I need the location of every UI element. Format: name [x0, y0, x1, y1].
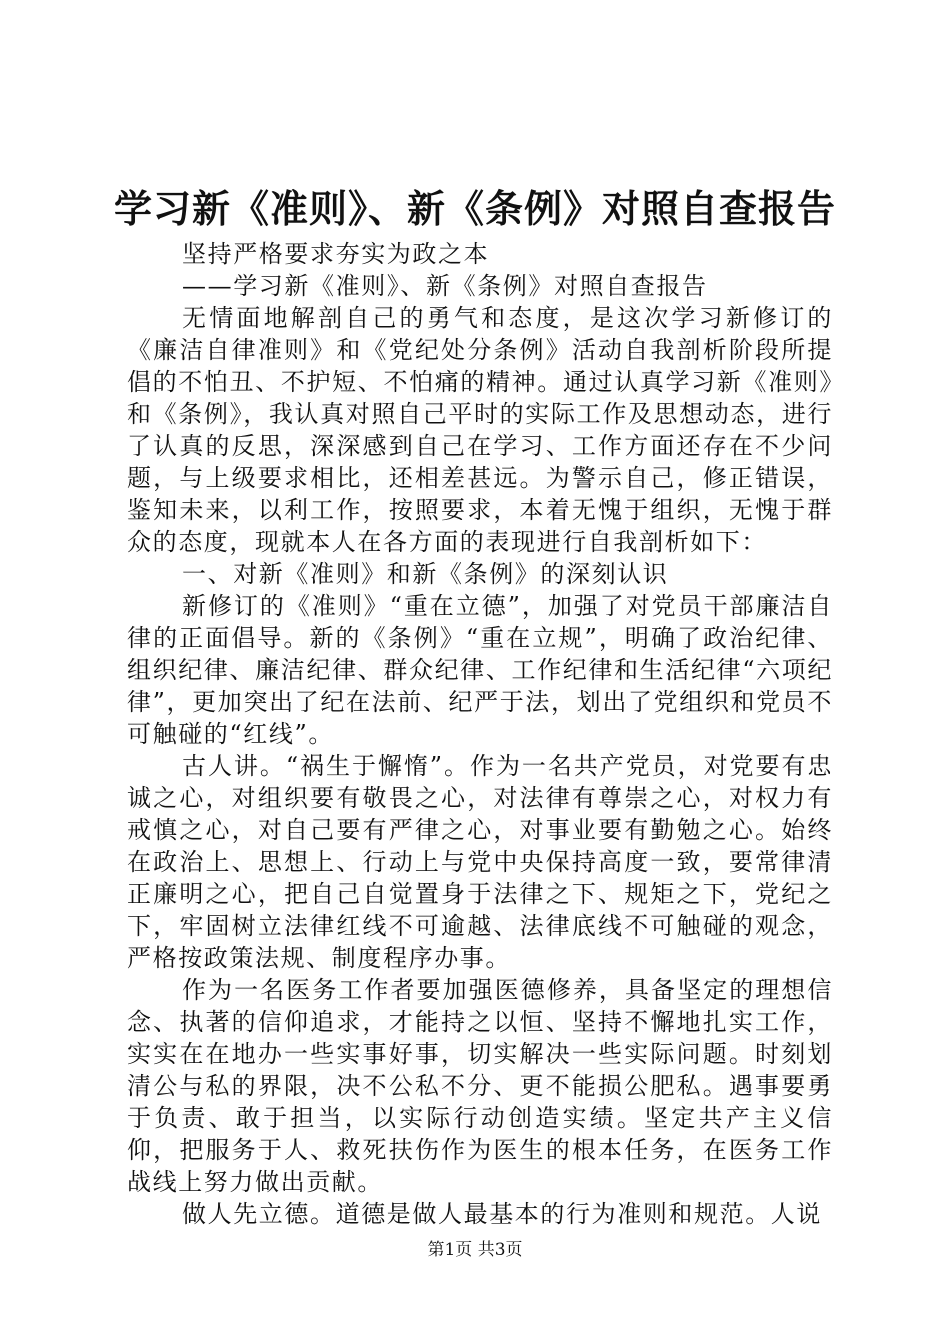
paragraph: 新修订的《准则》“重在立德”，加强了对党员干部廉洁自律的正面倡导。新的《条例》“重在立规”，明确了政治纪律、组织纪律、廉洁纪律、群众纪律、工作纪律和生活纪律“六项纪律”，更加突出了纪在法前、纪严于法，划出了党组织和党员不可触碰的“红线”。 — [127, 592, 833, 748]
paragraph: 做人先立德。道德是做人最基本的行为准则和规范。人说 — [182, 1200, 822, 1228]
paragraph: 古人讲。“祸生于懈惰”。作为一名共产党员，对党要有忠诚之心，对组织要有敬畏之心，对法律有尊崇之心，对权力有戒慎之心，对自己要有严律之心，对事业要有勤勉之心。始终在政治上、思想上、行动上与党中央保持高度一致，要常律清正廉明之心，把自己自觉置身于法律之下、规矩之下，党纪之下，牢固树立法律红线不可逾越、法律底线不可触碰的观念，严格按政策法规、制度程序办事。 — [127, 752, 833, 972]
subtitle: 坚持严格要求夯实为政之本 — [182, 240, 490, 268]
subtitle-secondary: ——学习新《准则》、新《条例》对照自查报告 — [182, 272, 708, 300]
paragraph: 作为一名医务工作者要加强医德修养，具备坚定的理想信念、执著的信仰追求，才能持之以恒、坚持不懈地扎实工作，实实在在地办一些实事好事，切实解决一些实际问题。时刻划清公与私的界限，决不公私不分、更不能损公肥私。遇事要勇于负责、敢于担当，以实际行动创造实绩。坚定共产主义信仰，把服务于人、救死扶伤作为医生的根本任务，在医务工作战线上努力做出贡献。 — [127, 976, 833, 1196]
document-title: 学习新《准则》、新《条例》对照自查报告 — [113, 187, 836, 231]
page-indicator: 第1页 共3页 — [427, 1240, 523, 1260]
section-heading: 一、对新《准则》和新《条例》的深刻认识 — [182, 560, 669, 588]
document-body — [127, 238, 833, 1230]
paragraph: 无情面地解剖自己的勇气和态度，是这次学习新修订的《廉洁自律准则》和《党纪处分条例》活动自我剖析阶段所提倡的不怕丑、不护短、不怕痛的精神。通过认真学习新《准则》和《条例》，我认真对照自己平时的实际工作及思想动态，进行了认真的反思，深深感到自己在学习、工作方面还存在不少问题，与上级要求相比，还相差甚远。为警示自己，修正错误，鉴知未来，以利工作，按照要求，本着无愧于组织，无愧于群众的态度，现就本人在各方面的表现进行自我剖析如下： — [127, 304, 833, 556]
